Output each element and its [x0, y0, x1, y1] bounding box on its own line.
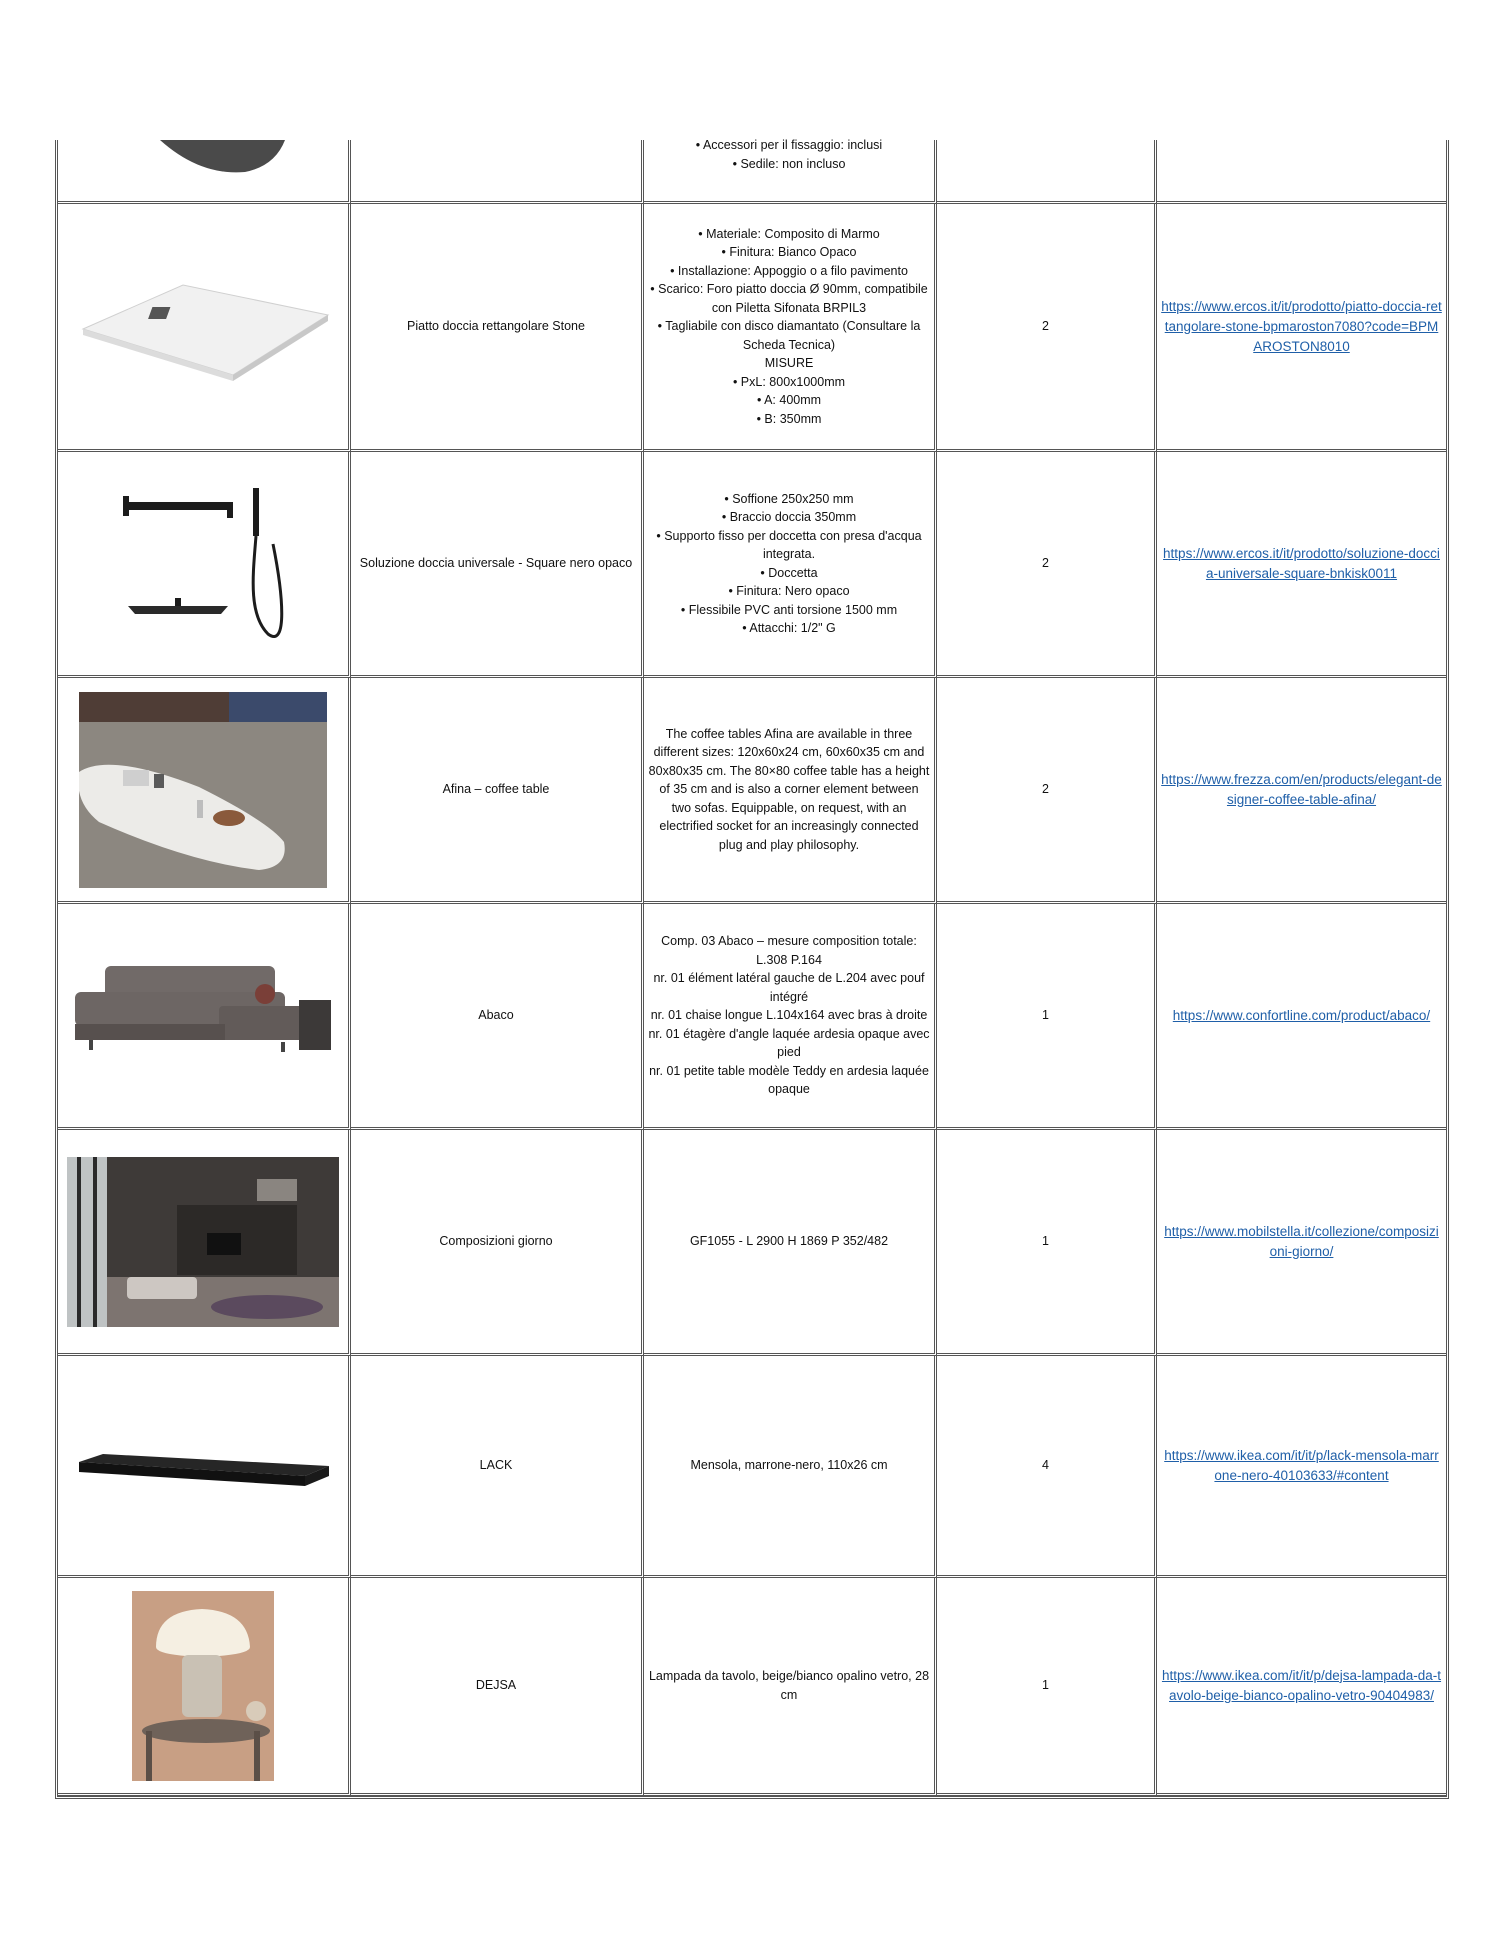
product-quantity: 1	[937, 904, 1157, 1130]
product-name: Piatto doccia rettangolare Stone	[351, 204, 644, 452]
product-description	[644, 204, 937, 452]
desc-line: • Doccetta	[760, 565, 818, 580]
desc-line: • Installazione: Appoggio o a filo pavimento	[670, 263, 908, 278]
product-link[interactable]: https://www.ikea.com/it/it/p/lack-mensola-marrone-nero-40103633/#content	[1164, 1447, 1439, 1483]
product-link-cell	[1157, 140, 1446, 204]
product-name: LACK	[351, 1356, 644, 1578]
shower-set-icon	[103, 484, 303, 644]
product-quantity: 2	[937, 204, 1157, 452]
product-link-cell	[1157, 678, 1446, 904]
product-table	[55, 140, 1449, 1799]
product-image-cell	[58, 1130, 351, 1356]
table-row	[58, 1578, 1446, 1796]
product-description	[644, 452, 937, 678]
product-image-cell	[58, 140, 351, 204]
product-description	[644, 1130, 937, 1356]
product-link[interactable]: https://www.frezza.com/en/products/elegant-designer-coffee-table-afina/	[1161, 771, 1442, 807]
product-name: Composizioni giorno	[351, 1130, 644, 1356]
product-quantity	[937, 140, 1157, 204]
product-link-cell	[1157, 1578, 1446, 1796]
desc-line: MISURE	[764, 356, 814, 371]
product-link[interactable]: https://www.mobilstella.it/collezione/composizioni-giorno/	[1164, 1223, 1439, 1259]
table-row	[58, 204, 1446, 452]
product-description	[644, 140, 937, 204]
table-row	[58, 1356, 1446, 1578]
desc-line: • B: 350mm	[756, 411, 822, 426]
sofa-icon	[69, 956, 337, 1076]
product-link-cell	[1157, 1356, 1446, 1578]
desc-line: • Sedile: non incluso	[732, 156, 846, 171]
product-link-cell	[1157, 1130, 1446, 1356]
living-room-icon	[67, 1157, 339, 1327]
desc-line: GF1055 - L 2900 H 1869 P 352/482	[689, 1234, 889, 1249]
product-link[interactable]: https://www.confortline.com/product/abaco/	[1172, 1007, 1431, 1023]
desc-line: • Braccio doccia 350mm	[721, 510, 857, 524]
desc-line: • PxL: 800x1000mm	[732, 374, 846, 389]
product-name	[351, 140, 644, 204]
product-link-cell	[1157, 204, 1446, 452]
product-description	[644, 1578, 937, 1796]
shower-tray-icon	[73, 267, 333, 387]
product-name: Soluzione doccia universale - Square nero opaco	[351, 452, 644, 678]
desc-line: • Tagliabile con disco diamantato (Consultare la Scheda Tecnica)	[657, 319, 921, 352]
desc-line: nr. 01 petite table modèle Teddy en ardesia laquée opaque	[649, 1063, 929, 1097]
table-row	[58, 678, 1446, 904]
desc-line: nr. 01 étagère d'angle laquée ardesia opaque avec pied	[648, 1026, 930, 1060]
shower-bench-icon	[60, 140, 347, 178]
product-quantity: 2	[937, 452, 1157, 678]
product-quantity: 2	[937, 678, 1157, 904]
product-link[interactable]: https://www.ercos.it/it/prodotto/soluzione-doccia-universale-square-bnkisk0011	[1163, 545, 1440, 581]
desc-line: • A: 400mm	[756, 393, 822, 408]
product-table-page	[55, 140, 1443, 1799]
product-image-cell	[58, 1356, 351, 1578]
desc-line: nr. 01 élément latéral gauche de L.204 avec pouf intégré	[653, 971, 925, 1004]
table-row	[58, 452, 1446, 678]
product-description	[644, 678, 937, 904]
desc-line: Lampada da tavolo, beige/bianco opalino vetro, 28 cm	[648, 1669, 930, 1702]
product-image-cell	[58, 452, 351, 678]
shelf-icon	[73, 1436, 333, 1496]
product-name: DEJSA	[351, 1578, 644, 1796]
table-lamp-icon	[132, 1591, 274, 1781]
table-row	[58, 1130, 1446, 1356]
desc-line: The coffee tables Afina are available in three different sizes: 120x60x24 cm, 60x60x35 cm and 80x80x35 cm. The 80×80 coffee table has a height of 35 cm and is also a corner element between two sofas. Equippable, on request, with an electrified socket for an increasingly connected plug and play philosophy.	[648, 726, 930, 852]
desc-line: Mensola, marrone-nero, 110x26 cm	[690, 1458, 888, 1473]
desc-line: • Materiale: Composito di Marmo	[698, 226, 880, 241]
desc-line: • Supporto fisso per doccetta con presa d'acqua integrata.	[656, 528, 922, 561]
product-description	[644, 904, 937, 1130]
desc-line: Comp. 03 Abaco – mesure composition totale: L.308 P.164	[661, 934, 917, 967]
product-link-cell	[1157, 452, 1446, 678]
desc-line: • Accessori per il fissaggio: inclusi	[695, 138, 883, 152]
product-name: Abaco	[351, 904, 644, 1130]
product-image-cell	[58, 204, 351, 452]
product-link-cell	[1157, 904, 1446, 1130]
product-name: Afina – coffee table	[351, 678, 644, 904]
product-image-cell	[58, 904, 351, 1130]
product-link[interactable]: https://www.ercos.it/it/prodotto/piatto-doccia-rettangolare-stone-bpmaroston7080?code=BPMAROSTON8010	[1161, 298, 1442, 354]
table-row	[58, 904, 1446, 1130]
product-quantity: 1	[937, 1130, 1157, 1356]
table-row	[58, 140, 1446, 204]
desc-line: • Finitura: Nero opaco	[728, 584, 850, 598]
desc-line: • Soffione 250x250 mm	[724, 491, 854, 506]
desc-line: • Scarico: Foro piatto doccia Ø 90mm, compatibile con Piletta Sifonata BRPIL3	[650, 282, 928, 315]
coffee-table-icon	[79, 692, 327, 888]
desc-line: nr. 01 chaise longue L.104x164 avec bras à droite	[650, 1008, 928, 1023]
desc-line: • Finitura: Bianco Opaco	[721, 245, 857, 260]
product-image-cell	[58, 678, 351, 904]
product-quantity: 1	[937, 1578, 1157, 1796]
product-quantity: 4	[937, 1356, 1157, 1578]
product-image-cell	[58, 1578, 351, 1796]
desc-line: • Attacchi: 1/2" G	[742, 621, 836, 635]
desc-line: • Flessibile PVC anti torsione 1500 mm	[680, 602, 898, 617]
product-description	[644, 1356, 937, 1578]
product-link[interactable]: https://www.ikea.com/it/it/p/dejsa-lampada-da-tavolo-beige-bianco-opalino-vetro-90404983/	[1161, 1667, 1442, 1703]
